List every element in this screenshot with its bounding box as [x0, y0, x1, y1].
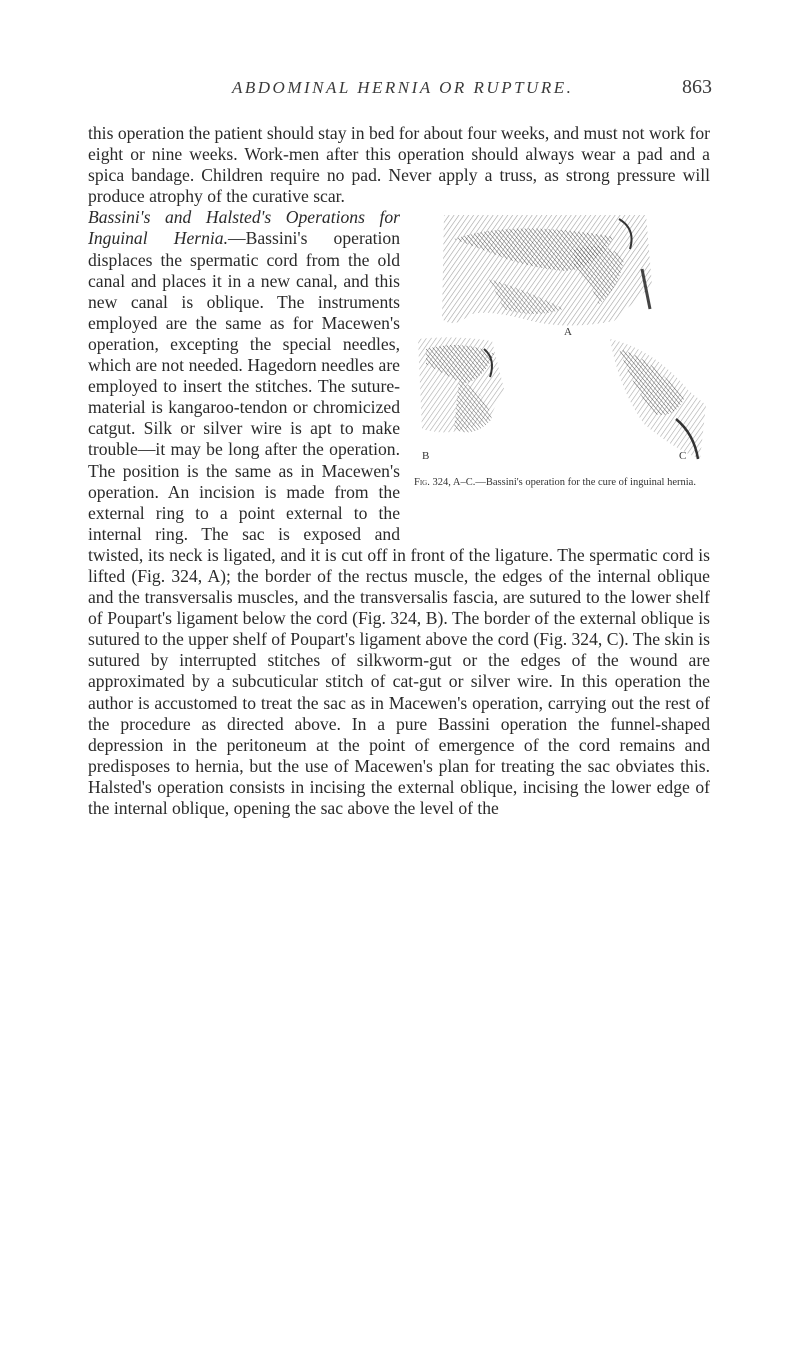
figure-panel-a [442, 215, 652, 326]
caption-label: Fig. 324, A–C. [414, 477, 476, 489]
section-title: Bassini's and Halsted's Operations for Inguinal Hernia. [88, 207, 400, 249]
figure-caption [414, 477, 710, 489]
figure-panel-c [610, 339, 706, 459]
figure-panel-b [418, 338, 504, 433]
running-title: ABDOMINAL HERNIA OR RUPTURE. [232, 78, 574, 97]
paragraph-continued: this operation the patient should stay in bed for about four weeks, and must not work for eight or nine weeks. Work-men after this operation should always wear a pad and a spica bandage. Children require no pad. Never apply a truss, as strong pressure will produce atrophy of the curative scar. [88, 123, 711, 207]
caption-text: —Bassini's operation for the cure of inguinal hernia. [475, 477, 696, 489]
section-body: —Bassini's operation displaces the spermatic cord from the old canal and places it in a new canal, and this new canal is oblique. The instruments employed are the same as for Macewen's operation, excepting the special needles, which are not needed. Hagedorn needles are employed to insert the stitches. The suture-material is kangaroo-tendon or chromicized catgut. Silk or silver wire is apt to make trouble—it may be long after the operation. The position is the same as in Macewen's operation. An incision is made from the external ring to a point external to the internal ring. The sac is exposed and twisted, its neck is ligated, and it is cut off in front of the ligature. The spermatic cord is lifted (Fig. 324, A); the border of the rectus muscle, the edges of the internal oblique and the transversalis muscles, and the transversalis fascia, are sutured to the lower shelf of Poupart's ligament below the cord (Fig. 324, B). The border of the external oblique is sutured to the upper shelf of Poupart's ligament above the cord (Fig. 324, C). The skin is sutured by interrupted stitches of silkworm-gut or the edges of the wound are approximated by a subcuticular stitch of cat-gut or silver wire. In this operation the author is accustomed to treat the sac as in Macewen's operation, carrying out the rest of the procedure as directed above. In a pure Bassini operation the funnel-shaped depression in the peritoneum at the point of emergence of the cord remains and predisposes to hernia, but the use of Macewen's plan for treating the sac obviates this. Halsted's operation consists in incising the external oblique, incising the lower edge of the internal oblique, opening the sac above the level of the [88, 228, 710, 818]
page-number: 863 [682, 76, 712, 98]
running-head [0, 78, 800, 106]
figure-label-c: C [679, 450, 687, 463]
figure-label-a: A [564, 326, 572, 339]
bassini-operation-illustration [414, 209, 710, 475]
figure-label-b: B [422, 450, 430, 463]
body-text [88, 123, 710, 819]
figure-324 [414, 209, 710, 525]
